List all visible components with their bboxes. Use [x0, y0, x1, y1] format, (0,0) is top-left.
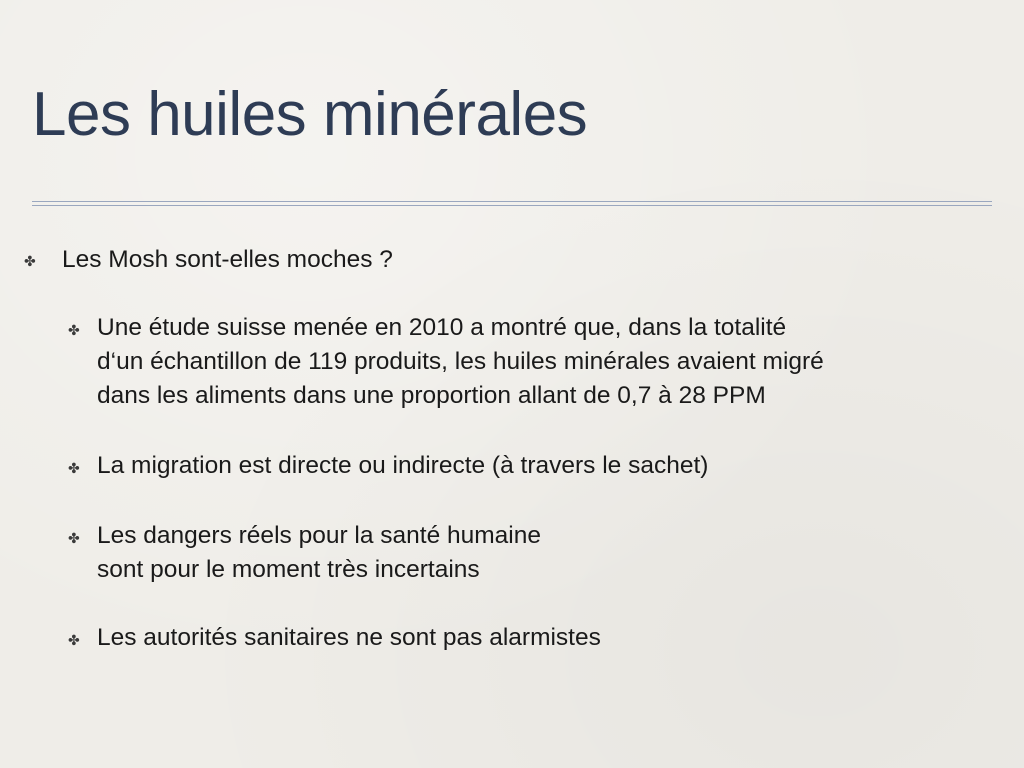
bullet-level2-text-3: Les dangers réels pour la santé humaine sont pour le moment très incertains — [97, 522, 542, 583]
title-divider-line-bottom — [32, 205, 992, 206]
bullet-level1-text: Les Mosh sont-elles moches ? — [62, 246, 393, 273]
slide-title: Les huiles minérales — [32, 80, 588, 149]
bullet-level2-text-2: La migration est directe ou indirecte (à travers le sachet) — [97, 452, 709, 479]
four-point-star-bullet-icon: ✤ — [68, 323, 80, 339]
four-point-star-bullet-icon: ✤ — [68, 531, 80, 547]
title-divider — [32, 201, 992, 206]
four-point-star-bullet-icon: ✤ — [68, 461, 80, 477]
bullet-level2-text-4: Les autorités sanitaires ne sont pas alarmistes — [97, 624, 601, 651]
title-divider-line-top — [32, 201, 992, 202]
bullet-level2-text-1: Une étude suisse menée en 2010 a montré que, dans la totalité d‘un échantillon de 119 produits, les huiles minérales avaient migré dans les aliments dans une proportion allant de 0,7 à 28 PPM — [97, 314, 824, 409]
four-point-star-bullet-icon: ✤ — [24, 254, 36, 270]
four-point-star-bullet-icon: ✤ — [68, 633, 80, 649]
